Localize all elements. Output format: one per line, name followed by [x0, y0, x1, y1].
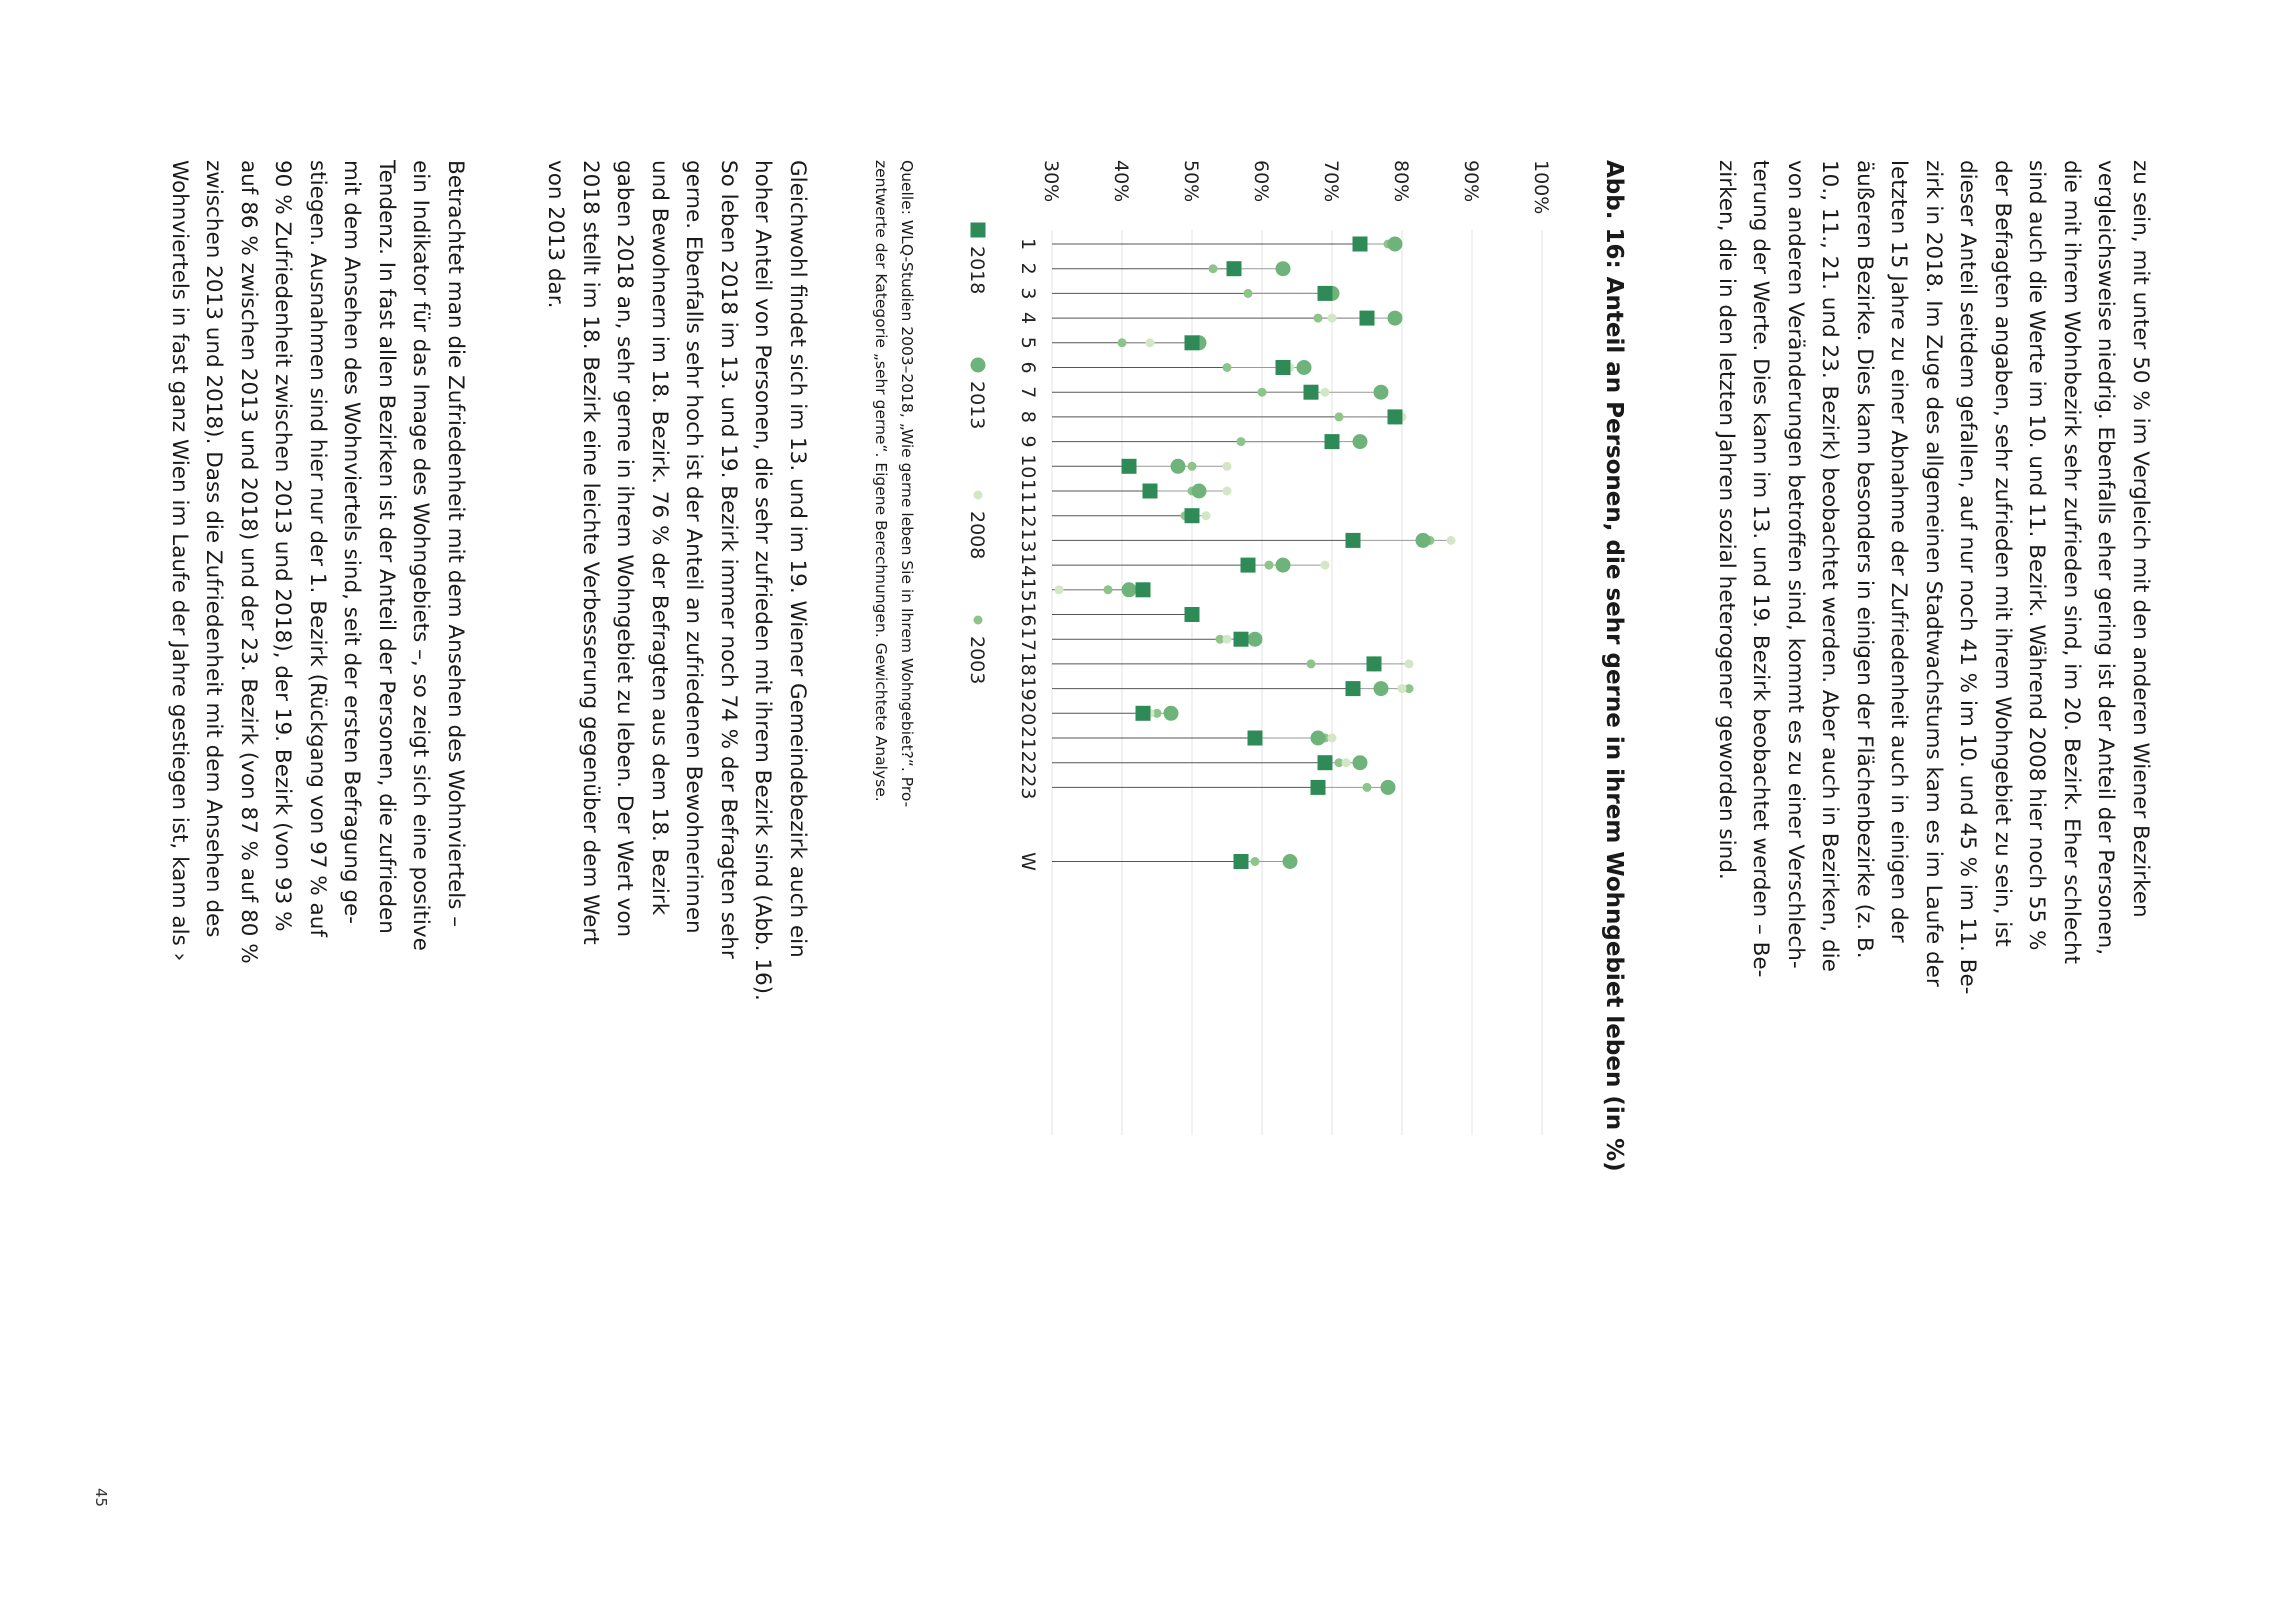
paragraph-line: von 2013 dar. [543, 160, 569, 309]
data-point-2018 [1346, 533, 1361, 548]
data-point-2003 [1307, 659, 1316, 668]
data-point-2003 [1237, 437, 1246, 446]
x-tick-label: 4 [1017, 312, 1039, 325]
x-tick-label: 18 [1017, 651, 1039, 676]
paragraph-line: terung der Werte. Dies kann im 13. und 19. Bezirk beobachtet werden – Be- [1748, 160, 1774, 978]
data-point-2013 [1374, 681, 1389, 696]
data-point-2018 [1234, 854, 1249, 869]
data-point-2018 [1360, 311, 1375, 326]
legend-marker-2008 [974, 491, 983, 500]
legend-label: 2018 [966, 246, 988, 295]
data-point-2013 [1311, 731, 1326, 746]
legend-marker-2003 [974, 616, 983, 625]
figure-title: Abb. 16: Anteil an Personen, die sehr gerne in ihrem Wohngebiet leben (in %) [1601, 160, 1627, 1172]
data-point-2008 [1223, 462, 1232, 471]
data-point-2018 [1234, 632, 1249, 647]
chart [922, 150, 1582, 1150]
data-point-2008 [1398, 684, 1407, 693]
paragraph-line: und Bewohnern im 18. Bezirk. 76 % der Befragten aus dem 18. Bezirk [647, 160, 672, 916]
data-point-2013 [1171, 459, 1186, 474]
data-point-2018 [1276, 360, 1291, 375]
paragraph-line: 2018 stellt im 18. Bezirk eine leichte Verbesserung gegenüber dem Wert [578, 160, 603, 945]
legend-marker-2013 [971, 358, 986, 373]
x-tick-label: 10 [1017, 454, 1039, 479]
legend-label: 2003 [966, 636, 988, 685]
data-point-2008 [1328, 734, 1337, 743]
paragraph-line: Wohnviertels in fast ganz Wien im Laufe der Jahre gestiegen ist, kann als › [167, 160, 192, 962]
data-point-2013 [1164, 706, 1179, 721]
legend-label: 2013 [966, 381, 988, 430]
y-tick-label: 70% [1320, 160, 1342, 203]
paragraph-line: gaben 2018 an, sehr gerne in ihrem Wohngebiet zu leben. Der Wert von [612, 160, 638, 938]
x-tick-label: 19 [1017, 676, 1039, 701]
x-tick-label: 2 [1017, 262, 1039, 275]
data-point-2003 [1335, 412, 1344, 421]
data-point-2018 [1248, 731, 1263, 746]
text-bottom-1 [538, 160, 814, 1001]
data-point-2013 [1297, 360, 1312, 375]
data-point-2018 [1227, 261, 1242, 276]
data-point-2013 [1353, 434, 1368, 449]
x-tick-label: 5 [1017, 336, 1039, 349]
data-point-2013 [1388, 237, 1403, 252]
paragraph-line: auf 86 % zwischen 2013 und 2018) und der 23. Bezirk (von 87 % auf 80 % [236, 160, 261, 964]
data-point-2018 [1353, 237, 1368, 252]
data-point-2008 [1405, 659, 1414, 668]
data-point-2018 [1325, 434, 1340, 449]
paragraph-line: 90 % Zufriedenheit zwischen 2013 und 2018), der 19. Bezirk (von 93 % [270, 160, 296, 932]
data-point-2003 [1363, 783, 1372, 792]
paragraph-line: die mit ihrem Wohnbezirk sehr zufrieden sind, im 20. Bezirk. Eher schlecht [2059, 160, 2084, 965]
paragraph-line: zwischen 2013 und 2018). Dass die Zufriedenheit mit dem Ansehen des [201, 160, 227, 938]
paragraph-line: der Befragten angaben, sehr zufrieden mit ihrem Wohngebiet zu sein, ist [1990, 160, 2015, 947]
data-point-2018 [1185, 335, 1200, 350]
data-point-2003 [1244, 289, 1253, 298]
x-tick-label: 11 [1017, 478, 1039, 504]
paragraph-line: gerne. Ebenfalls sehr hoch ist der Anteil an zufriedenen Bewohnerinnen [681, 160, 707, 934]
paragraph-line: ein Indikator für das Image des Wohngebiets –, so zeigt sich eine positive [408, 160, 434, 951]
data-point-2008 [1146, 338, 1155, 347]
x-tick-label: 3 [1017, 287, 1039, 300]
data-point-2003 [1265, 561, 1274, 570]
data-point-2008 [1328, 314, 1337, 323]
data-point-2018 [1185, 607, 1200, 622]
data-point-2013 [1192, 484, 1207, 499]
data-point-2003 [1223, 363, 1232, 372]
paragraph-line: zirk in 2018. Im Zuge des allgemeinen Stadtwachstums kam es im Laufe der [1921, 160, 1946, 987]
data-point-2018 [1311, 780, 1326, 795]
data-point-2013 [1276, 261, 1291, 276]
y-tick-label: 40% [1110, 160, 1132, 203]
data-point-2013 [1248, 632, 1263, 647]
paragraph-line: hoher Anteil von Personen, die sehr zufrieden mit ihrem Bezirk sind (Abb. 16). [750, 160, 776, 1001]
x-tick-label: 8 [1017, 410, 1039, 423]
x-tick-label: 12 [1017, 503, 1039, 528]
data-point-2008 [1321, 561, 1330, 570]
data-point-2018 [1136, 582, 1151, 597]
paragraph-line: mit dem Ansehen des Wohnviertels sind, seit der ersten Befragung ge- [339, 160, 365, 924]
paragraph-line: Gleichwohl findet sich im 13. und im 19. Wiener Gemeindebezirk auch ein [785, 160, 810, 958]
y-tick-label: 90% [1460, 160, 1482, 203]
data-point-2008 [1447, 536, 1456, 545]
data-point-2013 [1388, 311, 1403, 326]
y-tick-label: 100% [1530, 160, 1552, 215]
x-tick-label: 14 [1017, 553, 1039, 578]
data-point-2018 [1304, 385, 1319, 400]
data-point-2008 [1321, 388, 1330, 397]
x-tick-label: 7 [1017, 386, 1039, 399]
paragraph-line: letzten 15 Jahre zu einer Abnahme der Zufriedenheit auch in einigen der [1886, 160, 1912, 943]
x-tick-label: 15 [1017, 577, 1039, 602]
data-point-2013 [1416, 533, 1431, 548]
data-point-2018 [1367, 656, 1382, 671]
legend-label: 2008 [966, 511, 988, 560]
text-bottom-2 [162, 160, 473, 964]
data-point-2008 [1223, 635, 1232, 644]
data-point-2013 [1122, 582, 1137, 597]
data-point-2018 [1318, 286, 1333, 301]
legend-marker-2018 [971, 223, 986, 238]
x-tick-label: 20 [1017, 701, 1039, 726]
paragraph-line: sind auch die Werte im 10. und 11. Bezirk. Während 2008 hier noch 55 % [2024, 160, 2050, 951]
data-point-2018 [1388, 409, 1403, 424]
paragraph-line: von anderen Veränderungen betroffen sind, kommt es zu einer Verschlech- [1783, 160, 1808, 969]
data-point-2003 [1314, 314, 1323, 323]
x-tick-label: 23 [1017, 775, 1039, 800]
data-point-2003 [1258, 388, 1267, 397]
x-tick-label: 6 [1017, 361, 1039, 374]
x-tick-label: 17 [1017, 627, 1039, 652]
source-line: Quelle: WLQ-Studien 2003–2018, „Wie gerne leben Sie in Ihrem Wohngebiet?“. Pro- [898, 160, 916, 808]
x-tick-label: 9 [1017, 435, 1039, 448]
data-point-2013 [1374, 385, 1389, 400]
y-tick-label: 30% [1040, 160, 1062, 203]
data-point-2018 [1143, 484, 1158, 499]
x-tick-label: 16 [1017, 602, 1039, 627]
data-point-2003 [1251, 857, 1260, 866]
paragraph-line: zirken, die in den letzten Jahren sozial heterogener geworden sind. [1714, 160, 1739, 880]
source-line: zentwerte der Kategorie „sehr gerne“. Eigene Berechnungen. Gewichtete Analyse. [872, 160, 890, 802]
text-top [1709, 160, 2158, 994]
data-point-2013 [1276, 558, 1291, 573]
data-point-2008 [1342, 758, 1351, 767]
data-point-2003 [1104, 585, 1113, 594]
data-point-2008 [1223, 487, 1232, 496]
data-point-2018 [1241, 558, 1256, 573]
figure-source [868, 160, 920, 807]
paragraph-line: stiegen. Ausnahmen sind hier nur der 1. Bezirk (Rückgang von 97 % auf [305, 160, 330, 937]
x-tick-label: 22 [1017, 750, 1039, 775]
x-tick-label: 13 [1017, 528, 1039, 553]
y-tick-label: 80% [1390, 160, 1412, 203]
data-point-2003 [1209, 264, 1218, 273]
x-tick-label: 21 [1017, 725, 1039, 751]
paragraph-line: äußeren Bezirke. Dies kann besonders in einigen der Flächenbezirke (z. B. [1852, 160, 1877, 959]
data-point-2018 [1318, 755, 1333, 770]
data-point-2018 [1185, 508, 1200, 523]
paragraph-line: Betrachtet man die Zufriedenheit mit dem Ansehen des Wohnviertels – [443, 160, 468, 928]
data-point-2003 [1188, 462, 1197, 471]
paragraph-line: So leben 2018 im 13. und 19. Bezirk immer noch 74 % der Befragten sehr [716, 160, 741, 959]
y-tick-label: 50% [1180, 160, 1202, 203]
data-point-2018 [1136, 706, 1151, 721]
data-point-2008 [1202, 511, 1211, 520]
x-tick-label: 1 [1017, 237, 1039, 251]
data-point-2013 [1283, 854, 1298, 869]
paragraph-line: 10., 11., 21. und 23. Bezirk) beobachtet werden. Aber auch in Bezirken, die [1817, 160, 1843, 972]
data-point-2018 [1346, 681, 1361, 696]
page-number: 45 [92, 1488, 110, 1508]
data-point-2013 [1381, 780, 1396, 795]
paragraph-line: Tendenz. In fast allen Bezirken ist der Anteil der Personen, die zufrieden [374, 160, 399, 934]
data-point-2013 [1353, 755, 1368, 770]
data-point-2018 [1122, 459, 1137, 474]
x-tick-label: W [1017, 852, 1039, 871]
paragraph-line: vergleichsweise niedrig. Ebenfalls eher gering ist der Anteil der Personen, [2093, 160, 2119, 956]
paragraph-line: dieser Anteil seitdem gefallen, auf nur noch 41 % im 10. und 45 % im 11. Be- [1955, 160, 1981, 995]
data-point-2003 [1118, 338, 1127, 347]
paragraph-line: zu sein, mit unter 50 % im Vergleich mit den anderen Wiener Bezirken [2128, 160, 2153, 918]
y-tick-label: 60% [1250, 160, 1272, 203]
data-point-2008 [1055, 585, 1064, 594]
